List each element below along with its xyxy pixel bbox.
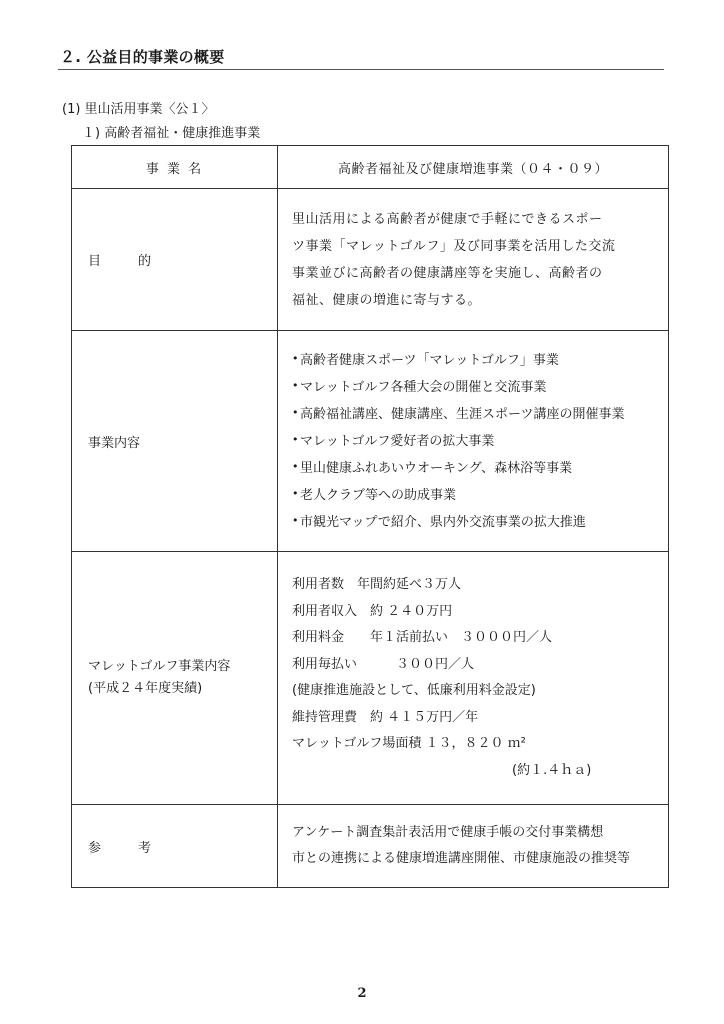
list-item: • 高齢福祉講座、健康講座、生涯スポーツ講座の開催事業 bbox=[292, 401, 668, 428]
stat-line: 利用毎払い ３００円／人 bbox=[292, 656, 475, 672]
list-item: • 高齢者健康スポーツ「マレットゴルフ」事業 bbox=[292, 347, 668, 374]
list-item: • 老人クラブ等への助成事業 bbox=[292, 482, 668, 509]
subsection-heading: １) 高齢者福祉・健康推進事業 bbox=[82, 126, 261, 141]
title-underline bbox=[58, 69, 664, 70]
page-title: ２. 公益目的事業の概要 bbox=[60, 48, 225, 66]
stat-line: (健康推進施設として、低廉利用料金設定) bbox=[292, 683, 536, 698]
stat-line: マレットゴルフ場面積 １３，８２０ ｍ² bbox=[292, 736, 526, 751]
reference-line: 市との連携による健康増進講座開催、市健康施設の推奨等 bbox=[292, 851, 631, 866]
mallet-golf-stats bbox=[278, 552, 669, 805]
reference-row bbox=[72, 805, 669, 888]
header-project-name-label: 事 業 名 bbox=[72, 146, 278, 189]
stat-line: 利用者収入 約 ２４０万円 bbox=[292, 603, 453, 619]
stat-line: 利用者数 年間約延べ３万人 bbox=[292, 577, 462, 592]
content-list bbox=[278, 347, 668, 536]
mallet-golf-label bbox=[72, 552, 278, 805]
list-item: • 里山健康ふれあいウオーキング、森林浴等事業 bbox=[292, 455, 668, 482]
purpose-label bbox=[72, 189, 278, 331]
purpose-text bbox=[278, 189, 669, 331]
project-table bbox=[71, 145, 669, 888]
content-list-cell bbox=[278, 331, 669, 552]
purpose-label-text: 目 的 bbox=[88, 254, 164, 269]
reference-label bbox=[72, 805, 278, 888]
stat-line: 利用料金 年１活前払い ３０００円／人 bbox=[292, 630, 553, 645]
reference-label-text: 参 考 bbox=[88, 840, 164, 856]
mallet-golf-label-line: (平成２４年度実績) bbox=[88, 681, 203, 696]
content-row bbox=[72, 331, 669, 552]
list-item: • マレットゴルフ各種大会の開催と交流事業 bbox=[292, 374, 668, 401]
page-number: 2 bbox=[357, 986, 367, 1001]
mallet-golf-label-line: マレットゴルフ事業内容 bbox=[88, 659, 231, 674]
section-heading: (1) 里山活用事業〈公１〉 bbox=[62, 102, 215, 117]
purpose-line: 事業並びに高齢者の健康講座等を実施し、高齢者の bbox=[292, 265, 603, 281]
table-header-row bbox=[72, 146, 669, 189]
list-item: • マレットゴルフ愛好者の拡大事業 bbox=[292, 428, 668, 455]
reference-line: アンケート調査集計表活用で健康手帳の交付事業構想 bbox=[292, 825, 604, 840]
purpose-line: ツ事業「マレットゴルフ」及び同事業を活用した交流 bbox=[292, 238, 616, 254]
purpose-line: 福祉、健康の増進に寄与する。 bbox=[292, 292, 482, 308]
mallet-golf-row bbox=[72, 552, 669, 805]
header-project-name-value: 高齢者福祉及び健康増進事業（０４・０９） bbox=[278, 146, 669, 189]
purpose-line: 里山活用による高齢者が健康で手軽にできるスポー bbox=[292, 211, 603, 227]
area-note: (約１.４ｈａ) bbox=[512, 762, 592, 778]
reference-text bbox=[278, 805, 669, 888]
purpose-row bbox=[72, 189, 669, 331]
stat-line: 維持管理費 約 ４１５万円／年 bbox=[292, 709, 479, 725]
list-item: • 市観光マップで紹介、県内外交流事業の拡大推進 bbox=[292, 509, 668, 536]
content-label: 事業内容 bbox=[72, 331, 278, 552]
